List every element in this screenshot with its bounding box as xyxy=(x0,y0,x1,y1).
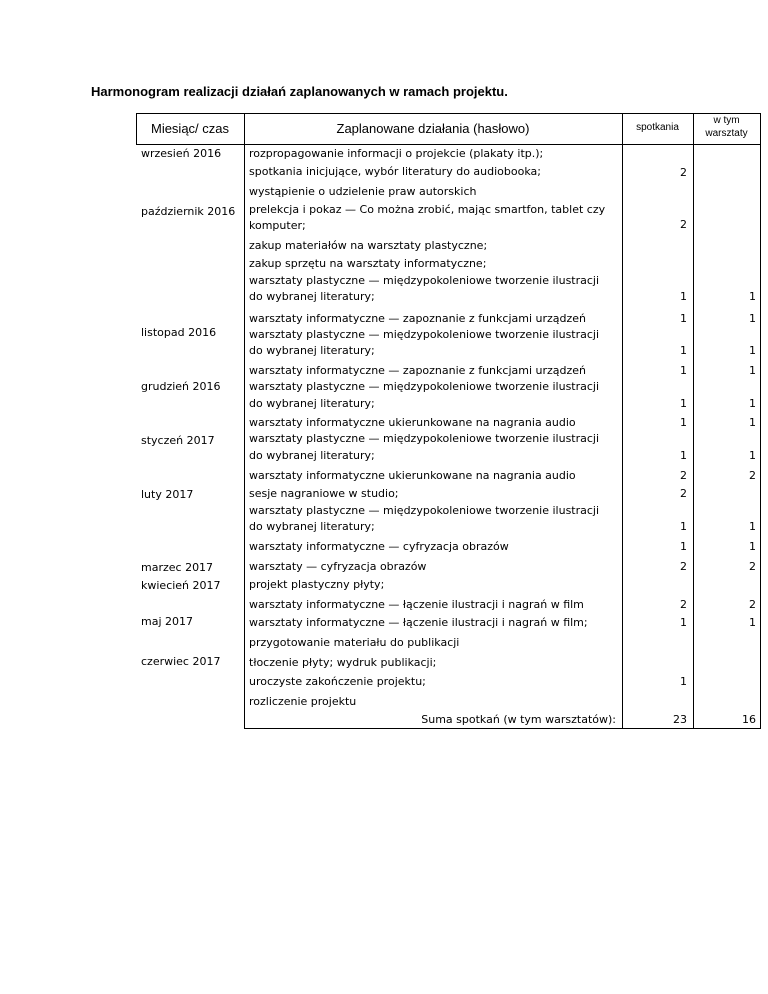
meetings-count: 1 xyxy=(680,449,687,462)
activity-line: zakup sprzętu na warsztaty informatyczne; xyxy=(249,257,487,270)
activity-line: do wybranej literatury; xyxy=(249,449,375,462)
workshops-count: 1 xyxy=(749,449,756,462)
meetings-count: 1 xyxy=(680,397,687,410)
header-meetings: spotkania xyxy=(636,122,679,133)
workshops-count: 1 xyxy=(749,397,756,410)
meetings-count: 2 xyxy=(680,560,687,573)
meetings-count: 1 xyxy=(680,520,687,533)
meetings-count: 1 xyxy=(680,344,687,357)
activity-line: do wybranej literatury; xyxy=(249,520,375,533)
table-border xyxy=(760,144,761,729)
activity-line: prelekcja i pokaz — Co można zrobić, mając smartfon, tablet czy xyxy=(249,203,606,216)
activity-line: spotkania inicjujące, wybór literatury do audiobooka; xyxy=(249,165,541,178)
month-label: styczeń 2017 xyxy=(141,434,215,447)
workshops-count: 1 xyxy=(749,416,756,429)
workshops-count: 1 xyxy=(749,540,756,553)
activity-line: przygotowanie materiału do publikacji xyxy=(249,636,460,649)
total-label: Suma spotkań (w tym warsztatów): xyxy=(421,713,616,726)
meetings-count: 1 xyxy=(680,312,687,325)
activity-line: warsztaty plastyczne — międzypokoleniowe tworzenie ilustracji xyxy=(249,504,600,517)
activity-line: warsztaty plastyczne — międzypokoleniowe tworzenie ilustracji xyxy=(249,380,600,393)
table-border xyxy=(622,113,623,145)
meetings-count: 1 xyxy=(680,416,687,429)
activity-line: do wybranej literatury; xyxy=(249,397,375,410)
total-workshops: 16 xyxy=(742,713,756,726)
activity-line: warsztaty informatyczne ukierunkowane na nagrania audio xyxy=(249,416,576,429)
meetings-count: 1 xyxy=(680,364,687,377)
activity-line: warsztaty plastyczne — międzypokoleniowe tworzenie ilustracji xyxy=(249,328,600,341)
meetings-count: 1 xyxy=(680,675,687,688)
total-meetings: 23 xyxy=(673,713,687,726)
activity-line: warsztaty informatyczne — zapoznanie z funkcjami urządzeń xyxy=(249,312,587,325)
activity-line: projekt plastyczny płyty; xyxy=(249,578,385,591)
header-month: Miesiąc/ czas xyxy=(150,121,230,136)
month-label: luty 2017 xyxy=(141,488,194,501)
meetings-count: 2 xyxy=(680,487,687,500)
activity-line: warsztaty plastyczne — międzypokoleniowe tworzenie ilustracji xyxy=(249,274,600,287)
workshops-count: 2 xyxy=(749,598,756,611)
workshops-count: 1 xyxy=(749,312,756,325)
month-label: listopad 2016 xyxy=(141,326,217,339)
table-border xyxy=(693,144,694,729)
workshops-count: 1 xyxy=(749,520,756,533)
workshops-count: 1 xyxy=(749,344,756,357)
activity-line: rozliczenie projektu xyxy=(249,695,357,708)
activity-line: warsztaty plastyczne — międzypokoleniowe tworzenie ilustracji xyxy=(249,432,600,445)
activity-line: do wybranej literatury; xyxy=(249,290,375,303)
header-activities: Zaplanowane działania (hasłowo) xyxy=(336,121,530,136)
table-border xyxy=(244,728,761,729)
activity-line: zakup materiałów na warsztaty plastyczne; xyxy=(249,239,488,252)
activity-line: sesje nagraniowe w studio; xyxy=(249,487,399,500)
activity-line: warsztaty informatyczne ukierunkowane na nagrania audio xyxy=(249,469,576,482)
meetings-count: 1 xyxy=(680,540,687,553)
workshops-count: 1 xyxy=(749,364,756,377)
month-label: wrzesień 2016 xyxy=(141,147,222,160)
table-border xyxy=(760,113,761,145)
month-label: maj 2017 xyxy=(141,615,194,628)
table-border xyxy=(136,113,137,145)
meetings-count: 1 xyxy=(680,290,687,303)
month-label: grudzień 2016 xyxy=(141,380,221,393)
month-label: kwiecień 2017 xyxy=(141,579,221,592)
workshops-count: 2 xyxy=(749,560,756,573)
meetings-count: 2 xyxy=(680,469,687,482)
activity-line: uroczyste zakończenie projektu; xyxy=(249,675,426,688)
month-label: październik 2016 xyxy=(141,205,236,218)
meetings-count: 2 xyxy=(680,218,687,231)
activity-line: warsztaty informatyczne — łączenie ilustracji i nagrań w film; xyxy=(249,616,588,629)
activity-line: tłoczenie płyty; wydruk publikacji; xyxy=(249,656,437,669)
activity-line: komputer; xyxy=(249,219,306,232)
workshops-count: 1 xyxy=(749,616,756,629)
month-label: czerwiec 2017 xyxy=(141,655,221,668)
workshops-count: 2 xyxy=(749,469,756,482)
header-workshops-line1: w tym xyxy=(713,115,740,126)
workshops-count: 1 xyxy=(749,290,756,303)
header-workshops-line2: warsztaty xyxy=(705,128,748,139)
document-title: Harmonogram realizacji działań zaplanowanych w ramach projektu. xyxy=(91,84,508,99)
activity-line: warsztaty informatyczne — zapoznanie z funkcjami urządzeń xyxy=(249,364,587,377)
activity-line: do wybranej literatury; xyxy=(249,344,375,357)
meetings-count: 2 xyxy=(680,166,687,179)
table-border xyxy=(136,113,761,114)
meetings-count: 2 xyxy=(680,598,687,611)
table-border xyxy=(244,113,245,145)
meetings-count: 1 xyxy=(680,616,687,629)
activity-line: warsztaty informatyczne — łączenie ilustracji i nagrań w film xyxy=(249,598,584,611)
activity-line: wystąpienie o udzielenie praw autorskich xyxy=(249,185,477,198)
table-border xyxy=(244,144,245,729)
activity-line: rozpropagowanie informacji o projekcie (plakaty itp.); xyxy=(249,147,544,160)
activity-line: warsztaty informatyczne — cyfryzacja obrazów xyxy=(249,540,509,553)
month-label: marzec 2017 xyxy=(141,561,214,574)
activity-line: warsztaty — cyfryzacja obrazów xyxy=(249,560,427,573)
table-border xyxy=(693,113,694,145)
